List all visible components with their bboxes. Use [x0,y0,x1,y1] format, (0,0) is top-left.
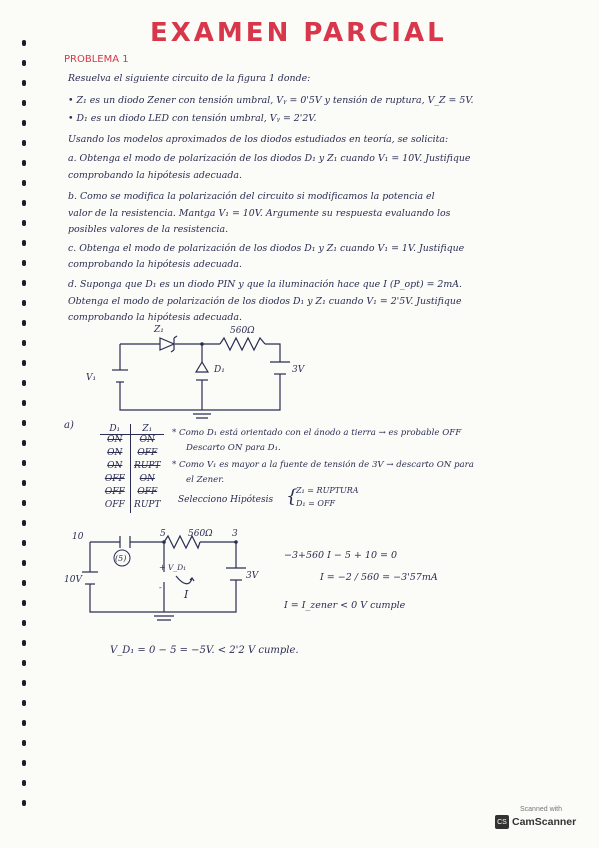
camscanner-icon: CS [495,815,509,829]
current-label: I [184,588,189,601]
note-line: * Como D₁ está orientado con el ánodo a tierra → es probable OFF [172,428,462,438]
battery-label: 3V [292,365,305,375]
statement-line: comprobando la hipótesis adecuada. [68,259,242,270]
zener-label: Z₁ [154,325,164,335]
table-cell: OFF [100,474,131,487]
binder-hole [22,220,26,226]
statement-line: comprobando la hipótesis adecuada. [68,312,242,323]
diode-label: D₁ [214,365,225,375]
binder-hole [22,640,26,646]
table-cell: RUPT [134,500,161,510]
binder-hole [22,380,26,386]
binder-hole [22,80,26,86]
equation-check-diode: V_D₁ = 0 − 5 = −5V. < 2'2 V cumple. [110,645,299,656]
statement-line: Usando los modelos aproximados de los diodos estudiados en teoría, se solicita: [68,134,449,145]
binder-hole [22,700,26,706]
binder-hole [22,540,26,546]
binder-hole [22,280,26,286]
binder-hole [22,260,26,266]
statement-line: comprobando la hipótesis adecuada. [68,170,242,181]
table-header [100,424,164,435]
equation-kvl: −3+560 I − 5 + 10 = 0 [284,550,398,561]
note-line: Descarto ON para D₁. [186,443,281,453]
table-row [100,461,164,474]
table-cell: ON [100,435,131,448]
binder-hole [22,300,26,306]
equation-check-zener: I = I_zener < 0 V cumple [284,600,406,611]
note-line: el Zener. [186,475,225,485]
binder-hole [22,460,26,466]
binder-hole [22,440,26,446]
minus-sign: - [159,583,162,592]
binder-hole [22,400,26,406]
circuit-figure-2 [64,528,274,633]
source-label: 10V [64,575,82,585]
statement-line: • D₁ es un diodo LED con tensión umbral, Vᵧ = 2'2V. [68,113,317,124]
table-row [100,435,164,448]
binder-hole [22,240,26,246]
binder-hole [22,200,26,206]
binder-hole [22,500,26,506]
binder-hole [22,780,26,786]
resistor-label: 560Ω [188,529,213,539]
binder-hole [22,580,26,586]
hypothesis-z1: Z₁ = RUPTURA [296,486,359,495]
table-row-selected [100,500,164,513]
table-cell: OFF [137,487,158,497]
binder-hole [22,420,26,426]
hypothesis-table [100,424,164,513]
binder-hole [22,600,26,606]
binder-hole [22,140,26,146]
battery-label: 3V [246,571,259,581]
node-label-3: 3 [232,529,238,539]
binder-hole [22,360,26,366]
binder-hole [22,160,26,166]
binder-hole [22,520,26,526]
table-cell: ON [139,435,155,445]
binder-hole [22,320,26,326]
table-cell: OFF [100,500,131,513]
table-cell: ON [100,448,131,461]
statement-line: d. Suponga que D₁ es un diodo PIN y que la iluminación hace que I (P_opt) = 2mA. [68,279,463,290]
resistor-label: 560Ω [230,326,255,336]
table-cell: OFF [100,487,131,500]
node-dot [234,540,238,544]
binder-hole [22,180,26,186]
statement-line: c. Obtenga el modo de polarización de los diodos D₁ y Z₁ cuando V₁ = 1V. Justifique [68,243,465,254]
binder-hole [22,660,26,666]
source-label: V₁ [86,373,97,383]
table-header-d1: D₁ [100,424,131,434]
hypothesis-brace: { [286,486,298,507]
binder-holes [18,0,38,848]
binder-hole [22,720,26,726]
binder-hole [22,760,26,766]
table-header-z1: Z₁ [142,424,153,434]
camscanner-name: CamScanner [512,816,577,828]
watermark-caption: Scanned with [519,806,563,813]
vd-label: V_D₁ [168,563,187,572]
binder-hole [22,800,26,806]
statement-line: • Z₁ es un diodo Zener con tensión umbral, Vᵧ = 0'5V y tensión de ruptura, V_Z = 5V. [68,95,474,106]
binder-hole [22,100,26,106]
note-line: * Como V₁ es mayor a la fuente de tensión de 3V → descarto ON para [172,460,474,470]
zener-mark-label: (5) [115,554,127,563]
table-cell: RUPT [134,461,161,471]
node-dot [162,540,166,544]
binder-hole [22,680,26,686]
table-row [100,487,164,500]
camscanner-logo [495,815,587,829]
binder-hole [22,480,26,486]
binder-hole [22,340,26,346]
plus-sign: + [159,563,166,572]
table-cell: ON [100,461,131,474]
table-row [100,448,164,461]
binder-hole [22,60,26,66]
binder-hole [22,740,26,746]
statement-line: a. Obtenga el modo de polarización de los diodos D₁ y Z₁ cuando V₁ = 10V. Justifique [68,153,471,164]
statement-line: posibles valores de la resistencia. [68,224,229,235]
table-row [100,474,164,487]
statement-line: valor de la resistencia. Mantga V₁ = 10V. Argumente su respuesta evaluando los [68,208,451,219]
node-label-10: 10 [72,532,84,542]
binder-hole [22,40,26,46]
table-cell: ON [139,474,155,484]
circuit-figure-1 [80,322,320,427]
page-title: EXAMEN PARCIAL [150,18,447,48]
node-label-5: 5 [160,529,166,539]
statement-line: b. Como se modifica la polarización del circuito si modificamos la potencia el [68,191,435,202]
table-cell: OFF [137,448,158,458]
node-dot [200,342,204,346]
statement-line: Resuelva el siguiente circuito de la figura 1 donde: [68,73,311,84]
statement-line: Obtenga el modo de polarización de los diodos D₁ y Z₁ cuando V₁ = 2'5V. Justifique [68,296,462,307]
camscanner-watermark [495,806,587,840]
binder-hole [22,560,26,566]
part-a-label: a) [64,420,74,431]
binder-hole [22,120,26,126]
problem-title: PROBLEMA 1 [64,54,129,65]
binder-hole [22,620,26,626]
equation-current: I = −2 / 560 = −3'57mA [320,572,438,583]
hypothesis-label: Selecciono Hipótesis [178,495,274,505]
hypothesis-d1: D₁ = OFF [296,499,336,508]
